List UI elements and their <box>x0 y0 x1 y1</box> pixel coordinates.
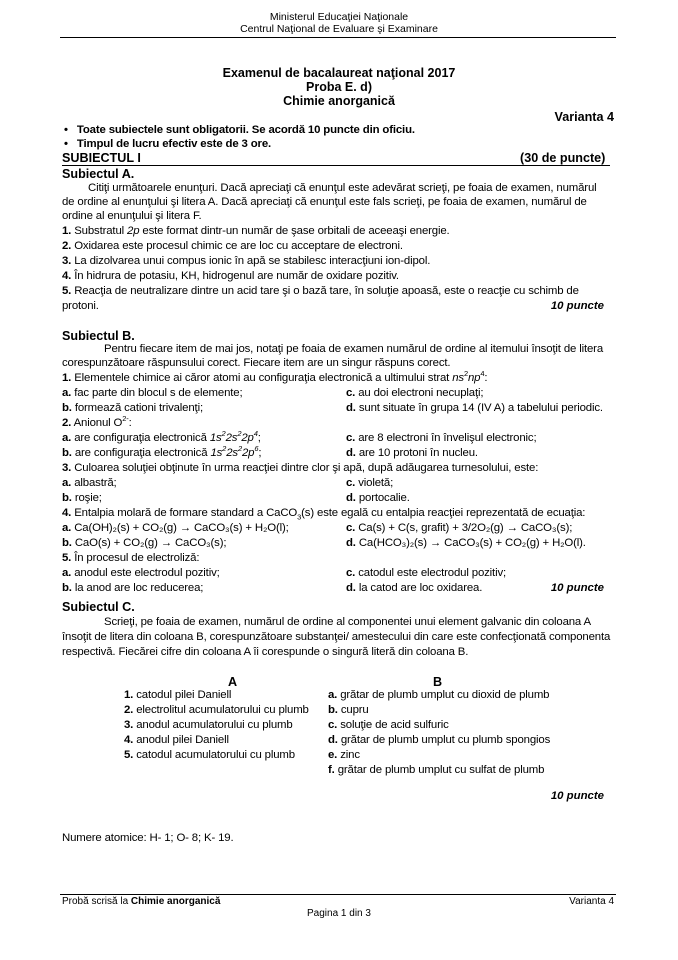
page-number: Pagina 1 din 3 <box>307 908 371 919</box>
subC-intro-3: respectivă. Fiecărei cifre din coloana A îi corespunde o singură literă din coloana B. <box>62 646 469 658</box>
rule-1: • Toate subiectele sunt obligatorii. Se acordă 10 puncte din oficiu. <box>64 124 415 136</box>
colA-item: 5. catodul acumulatorului cu plumb <box>124 749 295 761</box>
subB-q2-c: c. are 8 electroni în învelişul electronic; <box>346 432 537 444</box>
footer-left: Probă scrisă la Chimie anorganică <box>62 896 221 907</box>
subB-q2: 2. Anionul $O^{2-}$: <box>62 414 132 429</box>
subB-q5: 5. În procesul de electroliză: <box>62 552 200 564</box>
subA-intro-3: ordine al enunţului şi litera F. <box>62 210 202 222</box>
exam-proba: Proba E. d) <box>306 80 372 94</box>
subB-q3-b: b. roşie; <box>62 492 102 504</box>
subB-q2-b: b. are configuraţia electronică $1s^22s^22p^6$; <box>62 444 262 459</box>
subB-q5-d: d. la catod are loc oxidarea. <box>346 582 483 594</box>
subB-q4-b: b. CaO(s) + CO₂(g) → CaCO₃(s); <box>62 537 227 549</box>
exam-title: Examenul de bacalaureat naţional 2017 <box>222 66 456 80</box>
subC-points: 10 puncte <box>550 790 604 802</box>
subA-item-1: 1. Substratul 2p este format dintr-un număr de şase orbitali de aceeaşi energie. <box>62 225 450 237</box>
subB-heading: Subiectul B. <box>62 329 135 343</box>
subA-item-5-cont: protoni. <box>62 300 99 312</box>
subA-item-2: 2. Oxidarea este procesul chimic ce are loc cu acceptare de electroni. <box>62 240 403 252</box>
footer-variant: Varianta 4 <box>569 896 614 907</box>
colB-item: d. grătar de plumb umplut cu plumb spongios <box>328 734 551 746</box>
subA-item-3: 3. La dizolvarea unui compus ionic în apă se stabilesc interacţiuni ion-dipol. <box>62 255 431 267</box>
subB-q4-a: a. Ca(OH)₂(s) + CO₂(g) → CaCO₃(s) + H₂O(l); <box>62 522 289 534</box>
subB-q5-c: c. catodul este electrodul pozitiv; <box>346 567 507 579</box>
subject-label: SUBIECTUL I <box>62 151 141 165</box>
rule-2: • Timpul de lucru efectiv este de 3 ore. <box>64 138 272 150</box>
colA-heading: A <box>228 675 238 689</box>
ministry-name: Ministerul Educaţiei Naţionale <box>269 11 409 23</box>
subA-item-4: 4. În hidrura de potasiu, KH, hidrogenul are număr de oxidare pozitiv. <box>62 270 399 282</box>
subA-intro-2: de ordine al enunţului şi litera A. Dacă apreciaţi că enunţul este fals scrieţi, pe foaia de examen, numărul de <box>62 196 587 208</box>
subB-q5-b: b. la anod are loc reducerea; <box>62 582 204 594</box>
exam-subject: Chimie anorganică <box>283 94 395 108</box>
colB-item: c. soluţie de acid sulfuric <box>328 719 449 731</box>
subB-q5-a: a. anodul este electrodul pozitiv; <box>62 567 220 579</box>
footer-rule <box>60 894 616 895</box>
atomic-numbers: Numere atomice: H- 1; O- 8; K- 19. <box>62 832 234 844</box>
subA-heading: Subiectul A. <box>62 167 135 181</box>
center-name: Centrul Naţional de Evaluare şi Examinare <box>240 23 438 35</box>
colB-item: f. grătar de plumb umplut cu sulfat de plumb <box>328 764 545 776</box>
variant-label: Varianta 4 <box>554 110 614 124</box>
subA-item-5: 5. Reacţia de neutralizare dintre un acid tare şi o bază tare, în soluţie apoasă, este o reacţie cu schimb de <box>62 285 579 297</box>
header-rule <box>60 37 616 38</box>
subB-q1-d: d. sunt situate în grupa 14 (IV A) a tabelului periodic. <box>346 402 603 414</box>
subB-q2-a: a. are configuraţia electronică $1s^22s^22p^4$; <box>62 429 261 444</box>
subB-q1-b: b. formează cationi trivalenţi; <box>62 402 203 414</box>
subC-intro-2: însoţit de litera din coloana B, corespunzătoare substanţei/ amestecului din care este confecţionată componenta <box>62 631 611 643</box>
subB-intro-1: Pentru fiecare item de mai jos, notaţi pe foaia de examen numărul de ordine al itemului însoţit de litera <box>104 343 604 355</box>
subB-q3-a: a. albastră; <box>62 477 117 489</box>
subB-q3: 3. Culoarea soluţiei obţinute în urma reacţiei dintre clor şi apă, după adăugarea turnesolului, este: <box>62 462 539 474</box>
colB-item: e. zinc <box>328 749 360 761</box>
subC-intro-1: Scrieţi, pe foaia de examen, numărul de ordine al componentei unui element galvanic din coloana A <box>104 616 591 628</box>
subB-q3-d: d. portocalie. <box>346 492 410 504</box>
subA-intro-1: Citiţi următoarele enunţuri. Dacă apreciaţi că enunţul este adevărat scrieţi, pe foaia de examen, numărul <box>88 182 597 194</box>
colA-item: 2. electrolitul acumulatorului cu plumb <box>124 704 309 716</box>
subB-q3-c: c. violetă; <box>346 477 394 489</box>
colB-item: a. grătar de plumb umplut cu dioxid de plumb <box>328 689 550 701</box>
colA-item: 3. anodul acumulatorului cu plumb <box>124 719 293 731</box>
subB-q2-d: d. are 10 protoni în nucleu. <box>346 447 478 459</box>
subB-q1-c: c. au doi electroni necuplaţi; <box>346 387 484 399</box>
subA-points: 10 puncte <box>550 300 604 312</box>
subB-q4: 4. Entalpia molară de formare standard a CaCO$_3$(s) este egală cu entalpia reacţiei reprezentată de ecuaţia: <box>62 507 586 522</box>
colB-item: b. cupru <box>328 704 369 716</box>
subB-q4-d: d. Ca(HCO₃)₂(s) → CaCO₃(s) + CO₂(g) + H₂O(l). <box>346 537 586 549</box>
subB-q4-c: c. Ca(s) + C(s, grafit) + 3/2O₂(g) → CaCO₃(s); <box>346 522 573 534</box>
subB-points: 10 puncte <box>550 582 604 594</box>
subC-heading: Subiectul C. <box>62 600 135 614</box>
colB-heading: B <box>433 675 443 689</box>
subject-rule <box>62 165 610 166</box>
subB-intro-2: corespunzătoare răspunsului corect. Fiecare item are un singur răspuns corect. <box>62 357 451 369</box>
subject-points: (30 de puncte) <box>520 151 606 165</box>
subB-q1-a: a. fac parte din blocul s de elemente; <box>62 387 243 399</box>
colA-item: 4. anodul pilei Daniell <box>124 734 229 746</box>
subB-q1: 1. Elementele chimice ai căror atomi au configuraţia electronică a ultimului strat $ns^2np^4$: <box>62 369 488 384</box>
colA-item: 1. catodul pilei Daniell <box>124 689 232 701</box>
